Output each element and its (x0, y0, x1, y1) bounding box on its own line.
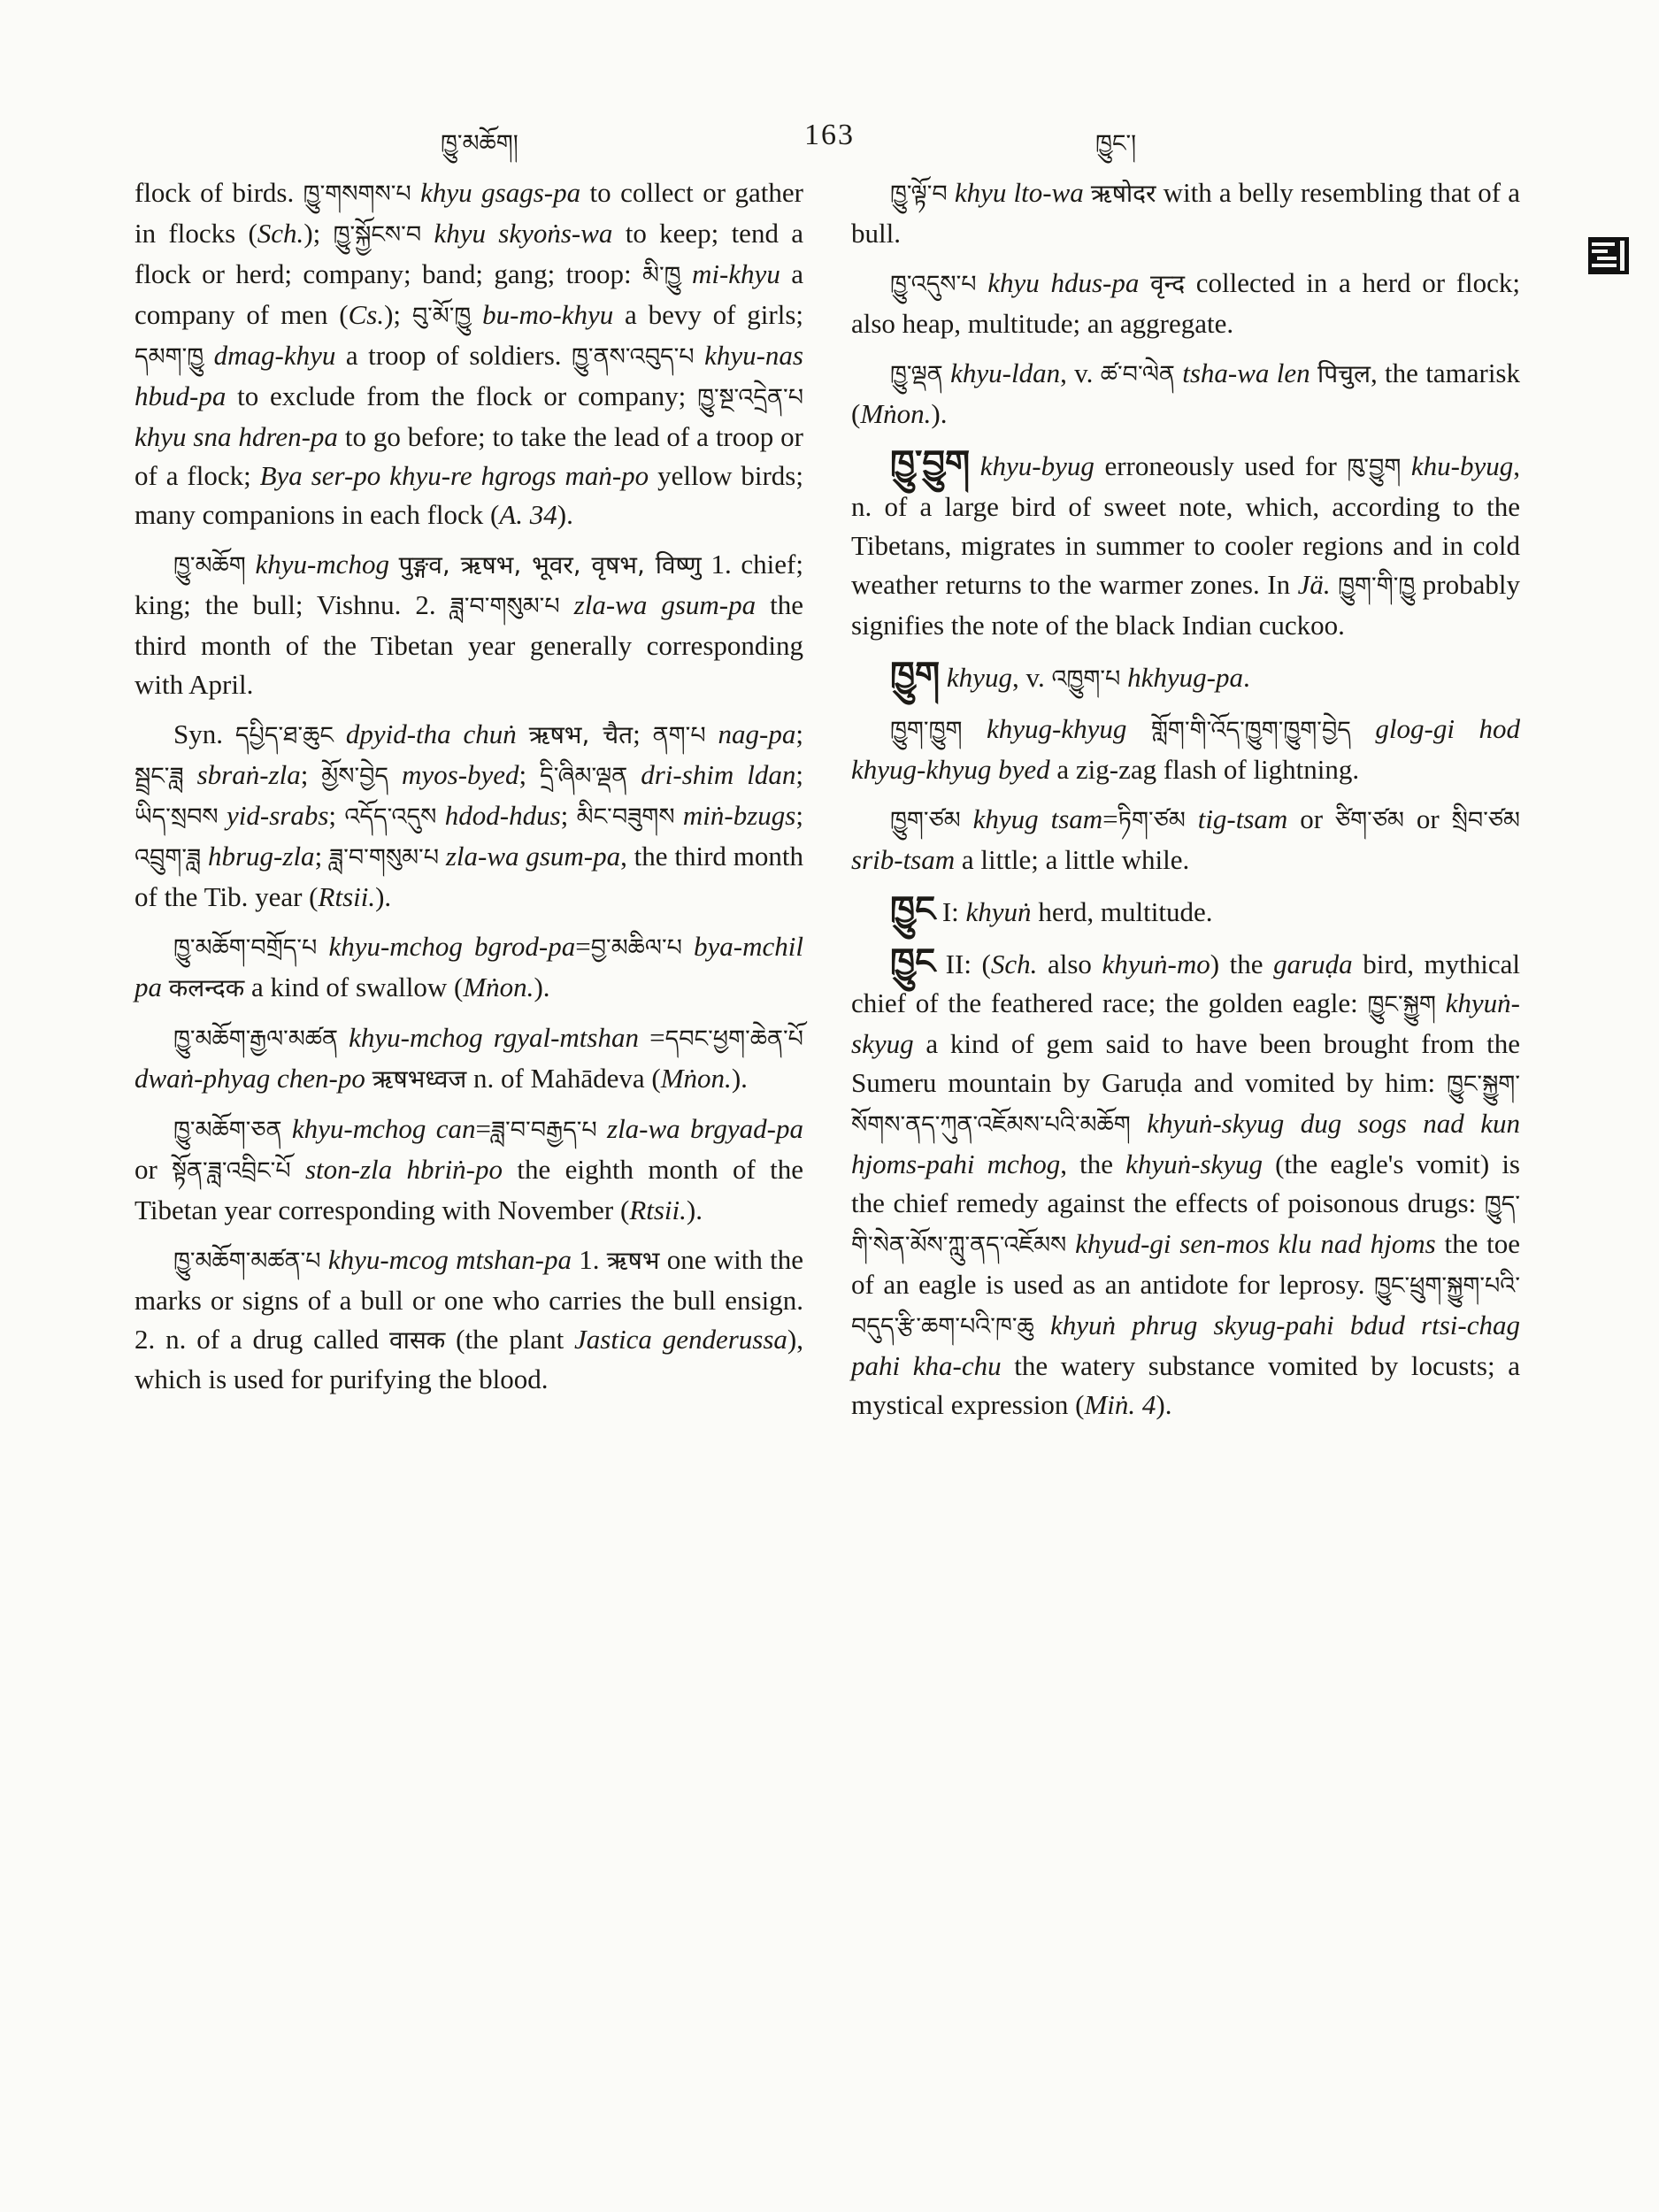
tibetan-text: ཟླ་བ་གསུམ་པ (449, 593, 560, 620)
definition-text: or (1287, 803, 1335, 834)
definition-text: ). (731, 1063, 748, 1094)
definition-text: the watery substance vomited by locusts; a mystical expression ( (851, 1350, 1520, 1420)
tibetan-text: ཁྱུ་ལྟོ་བ (890, 180, 948, 208)
romanization-text: khyu gsags-pa (411, 177, 581, 208)
romanization-text: garuḍa (1273, 949, 1353, 979)
romanization-text: khyuṅ-skyug dug sogs nad kun hjoms-pahi mchog (851, 1108, 1520, 1179)
tibetan-text: ཡིད་སྲབས (134, 803, 219, 831)
romanization-text: yid-srabs (218, 800, 329, 831)
definition-text: ; (633, 718, 653, 749)
romanization-text: khyuṅ (965, 896, 1032, 927)
definition-text: ), which is used for purifying the blood. (134, 1324, 803, 1394)
dictionary-entry (851, 354, 1520, 434)
tibetan-text: དྲི་ཞིམ་ལྡན (540, 763, 628, 790)
dictionary-entry (134, 173, 803, 534)
dictionary-entry (851, 800, 1520, 879)
definition-text: , n. of a large bird of sweet note, which, according to the Tibetans, migrates in summer to cooler regions and in cold weather returns to the warmer zones. In (851, 450, 1521, 600)
definition-text: a company of men ( (134, 258, 803, 330)
definition-text: = (1102, 803, 1118, 834)
definition-text: collected in a herd or flock; also heap, multitude; an aggregate. (851, 267, 1521, 339)
definition-text: with a belly resembling that of a bull. (851, 177, 1520, 249)
devanagari-text: वृन्द (1150, 269, 1186, 298)
romanization-text: khyuṅ-skyug (1125, 1148, 1263, 1179)
romanization-text: hdod-hdus (436, 800, 561, 831)
definition-text: II: ( (935, 949, 991, 979)
romanization-text: khyu lto-wa (947, 177, 1091, 208)
definition-text: I: (935, 896, 966, 927)
romanization-text: Jastica genderussa (574, 1324, 787, 1355)
definition-text: or (1403, 803, 1452, 834)
romanization-text: khyuṅ-skyug (851, 987, 1520, 1059)
romanization-text: hkhyug-pa (1120, 662, 1243, 693)
romanization-text: khyu-mchog bgrod-pa (317, 931, 576, 962)
definition-text: ; (300, 759, 322, 790)
tibetan-text: བྱ་མཆིལ་པ (590, 934, 682, 962)
tibetan-text: ཟླ་བ་གསུམ་པ (329, 844, 439, 872)
definition-text: probably signifies the note of the black Indian cuckoo. (851, 569, 1520, 641)
definition-text: , v. (1060, 357, 1101, 388)
definition-text (1331, 569, 1339, 600)
romanization-text: zla-wa brgyad-pa (596, 1113, 803, 1144)
tibetan-text: དམག་ཁྱུ (134, 343, 204, 371)
tibetan-text: གློག་གི་འོད་ཁྱུག་ཁྱུག་བྱེད (1150, 717, 1351, 744)
romanization-text: Cs. (348, 299, 385, 330)
tibetan-text: མི་ཁྱུ (642, 262, 681, 289)
romanization-text: Rtsii. (318, 881, 376, 912)
tibetan-headword: ཁྱུང (890, 889, 936, 930)
definition-text: ; (314, 841, 330, 872)
tibetan-text: ཁྱུང་སྐྱུག་སོགས་ནད་ཀུན་འཇོམས་པའི་མཆོག (851, 1071, 1520, 1139)
definition-text: the eighth month of the Tibetan year corresponding with November ( (134, 1154, 804, 1225)
romanization-text: sbraṅ-zla (183, 759, 301, 790)
romanization-text: Mṅon. (463, 972, 534, 1002)
running-head (0, 111, 1659, 156)
definition-text: to exclude from the flock or company; (226, 380, 698, 411)
dictionary-entry (851, 942, 1520, 1425)
tibetan-text: ཁྱུང་སྐྱུག (1367, 991, 1436, 1018)
romanization-text: Bya ser-po khyu-re hgrogs maṅ-po (259, 460, 649, 491)
tibetan-headword: ཁྱུ་བྱུག (890, 443, 971, 484)
devanagari-text: ऋषभ, चैत (528, 720, 634, 749)
definition-text: , the (1060, 1148, 1126, 1179)
tibetan-text: མྱོས་བྱེད (321, 763, 389, 790)
romanization-text: hbrug-zla (201, 841, 315, 872)
definition-text: yellow birds; many companions in each flock ( (134, 460, 803, 530)
tibetan-text: སྦྲང་ཟླ (134, 763, 184, 790)
dictionary-entry (134, 1240, 803, 1399)
dictionary-entry (851, 890, 1520, 932)
column-right (851, 173, 1520, 1435)
definition-text: , the third month of the Tib. year ( (134, 841, 803, 912)
tibetan-text: ཁྱུག་ཙམ (890, 807, 961, 834)
definition-text: a kind of gem said to have been brought from the Sumeru mountain by Garuḍa and vomited by him: (851, 1028, 1520, 1098)
romanization-text: khyud-gi sen-mos klu nad hjoms (1066, 1228, 1436, 1259)
tibetan-text: ཁྱུ་ནས་འབུད་པ (572, 343, 695, 371)
dictionary-entry (851, 710, 1520, 789)
definition-text: to keep; tend a flock or herd; company; band; gang; troop: (134, 218, 803, 289)
devanagari-text: पुङ्गव, ऋषभ, भूवर, वृषभ, विष्णु (398, 550, 702, 580)
romanization-text: Mṅon. (660, 1063, 732, 1094)
romanization-text: zla-wa gsum-pa (439, 841, 621, 872)
romanization-text: khyu-mcog mtshan-pa (320, 1244, 572, 1275)
definition-text: the third month of the Tibetan year generally corresponding with April. (134, 589, 804, 700)
tibetan-headword: ཁྱུག (890, 655, 941, 695)
romanization-text: khyuṅ-mo (1102, 949, 1210, 979)
definition-text: (the plant (445, 1324, 575, 1355)
definition-text: , the tamarisk ( (851, 357, 1520, 429)
tibetan-text: འབྲུག་ཟླ (134, 844, 202, 872)
romanization-text: khyu-mchog rgyal-mtshan (338, 1022, 639, 1053)
definition-text: Syn. (173, 718, 235, 749)
romanization-text: zla-wa gsum-pa (559, 589, 757, 620)
tibetan-text: བུ་མོ་ཁྱུ (411, 303, 472, 330)
definition-text: ). (931, 398, 948, 429)
romanization-text: ston-zla hbriṅ-po (290, 1154, 503, 1185)
dictionary-entry (134, 715, 803, 917)
dictionary-entry (851, 656, 1520, 699)
tibetan-text: ཚ་བ་ལེན (1100, 361, 1175, 388)
romanization-text: Mṅon. (860, 398, 932, 429)
definition-text: = (638, 1022, 665, 1053)
romanization-text: bu-mo-khyu (471, 299, 614, 330)
definition-text: a troop of soldiers. (335, 340, 572, 371)
devanagari-text: पिचुल (1317, 359, 1371, 388)
left-guide-word: ཁྱུ་མཆོག། (441, 130, 518, 157)
tibetan-text: ཁྱུ་མཆོག་བགྲོད་པ (173, 934, 318, 962)
right-guide-word: ཁྱུང་། (1095, 130, 1137, 157)
definition-text: ). (534, 972, 550, 1002)
dictionary-entry (134, 1110, 803, 1230)
devanagari-text: वासक (389, 1325, 446, 1355)
definition-text: bird, mythical chief of the feathered race; the golden eagle: (851, 949, 1520, 1018)
tibetan-text: ཁྱུ་སྐྱོངས་བ (333, 221, 422, 249)
devanagari-text: ऋषभ (606, 1246, 660, 1275)
definition-text (1310, 357, 1317, 388)
tibetan-text: དབང་ཕྱག་ཆེན་པོ (664, 1025, 803, 1053)
romanization-text: Sch. (257, 218, 304, 249)
definition-text: erroneously used for (1094, 450, 1348, 481)
romanization-text: khyu-byug (970, 450, 1094, 481)
definition-text: , v. (1011, 662, 1052, 693)
dictionary-entry (851, 444, 1520, 645)
definition-text: a kind of swallow ( (244, 972, 464, 1002)
definition-text: flock of birds. (134, 177, 303, 208)
dictionary-entry (134, 1018, 803, 1099)
definition-text: (the eagle's vomit) is the chief remedy against the effects of poisonous drugs: (851, 1148, 1520, 1218)
romanization-text: khyug tsam (960, 803, 1103, 834)
definition-text: ). (686, 1194, 703, 1225)
tibetan-text: ཁྱུ་གསགས་པ (303, 180, 411, 208)
column-left (134, 173, 803, 1409)
definition-text: 1. chief; king; the bull; Vishnu. 2. (134, 549, 803, 620)
romanization-text: dpyid-tha chuṅ (333, 718, 529, 749)
tibetan-text: ཁྱུ་མཆོག (173, 552, 246, 580)
definition-text: ); (384, 299, 412, 330)
definition-text: ; (560, 800, 577, 831)
definition-text: = (475, 1113, 491, 1144)
dictionary-entry (851, 264, 1520, 343)
tibetan-text: ཁྱུ་མཆོག་ཅན (173, 1117, 282, 1144)
romanization-text: bya-mchil pa (134, 931, 803, 1002)
romanization-text: myos-byed (388, 759, 519, 790)
romanization-text: nag-pa (705, 718, 796, 749)
devanagari-text: ऋषभध्वज (372, 1064, 467, 1094)
dictionary-entry (851, 173, 1520, 253)
definition-text: a zig-zag flash of lightning. (1049, 754, 1360, 785)
page-number: 163 (804, 119, 855, 151)
romanization-text: khyug-khyug (962, 713, 1151, 744)
romanization-text: khyu-nas hbud-pa (134, 340, 803, 411)
definition-text: one with the marks or signs of a bull or one who carries the bull ensign. 2. n. of a drug called (134, 1244, 803, 1355)
definition-text: 1. (571, 1244, 607, 1275)
tibetan-text: ཁྱུ་སྔ་འདྲེན་པ (697, 384, 803, 411)
tibetan-text: ཁྱུ་འདུས་པ (890, 271, 977, 298)
tibetan-text: ཁུ་བྱུག (1347, 454, 1402, 481)
tibetan-headword: ཁྱུང (890, 941, 936, 982)
romanization-text: khyu hdus-pa (976, 267, 1150, 298)
definition-text: the toe of an eagle is used as an antidote for leprosy. (851, 1228, 1520, 1300)
romanization-text: khyu-mchog (245, 549, 399, 580)
romanization-text: khyu-ldan (942, 357, 1061, 388)
definition-text: ). (375, 881, 392, 912)
romanization-text: miṅ-bzugs (674, 800, 796, 831)
definition-text: ). (557, 499, 573, 530)
definition-text: to go before; to take the lead of a troop or of a flock; (134, 421, 803, 491)
tibetan-text: འདོད་འདུས (344, 803, 437, 831)
definition-text: or (134, 1154, 173, 1185)
tibetan-text: དཔྱིད་ཐ་ཆུང (234, 722, 334, 749)
definition-text: n. of Mahādeva ( (466, 1063, 661, 1094)
tibetan-text: ཏིག་ཙམ (1118, 807, 1186, 834)
dictionary-entry (134, 927, 803, 1008)
definition-text: a little; a little while. (955, 844, 1190, 875)
definition-text: . (1242, 662, 1250, 693)
definition-text: ; (795, 718, 803, 749)
definition-text: ; (795, 800, 803, 831)
romanization-text: Rtsii. (629, 1194, 687, 1225)
tibetan-text: སྟོན་ཟླ་འབྲིང་པོ (172, 1157, 291, 1185)
romanization-text: khu-byug (1401, 450, 1514, 481)
tibetan-text: སྲིབ་ཙམ (1451, 807, 1520, 834)
definition-text: ; (795, 759, 803, 790)
romanization-text: khyu sna hdren-pa (134, 421, 338, 452)
romanization-text: tsha-wa len (1174, 357, 1310, 388)
devanagari-text: कलन्दक (168, 973, 245, 1002)
romanization-text: dri-shim ldan (627, 759, 796, 790)
tibetan-text: ནག་པ (652, 722, 706, 749)
tibetan-text: ཁྱུང་ཕྲུག་སྐྱུག་པའི་བདུད་རྩི་ཆག་པའི་ཁ་ཆུ (851, 1272, 1520, 1340)
tibetan-text: མིང་བཟུགས (576, 803, 675, 831)
tibetan-text: ཁྱུག་ཁྱུག (890, 717, 963, 744)
romanization-text: Miṅ. 4 (1084, 1389, 1156, 1420)
romanization-text: tig-tsam (1185, 803, 1288, 834)
thumb-index-icon (1588, 237, 1629, 274)
tibetan-text: ཙིག་ཙམ (1335, 807, 1404, 834)
definition-text: ; (328, 800, 345, 831)
romanization-text: A. 34 (499, 499, 557, 530)
romanization-text: Jä. (1297, 569, 1331, 600)
romanization-text: khyuṅ phrug skyug-pahi bdud rtsi-chag pahi kha-chu (851, 1310, 1520, 1381)
romanization-text: khyu-mchog can (281, 1113, 476, 1144)
romanization-text: dwaṅ-phyag chen-po (134, 1063, 373, 1094)
romanization-text: srib-tsam (851, 844, 956, 875)
romanization-text: dmag-khyu (204, 340, 336, 371)
definition-text: ); (303, 218, 334, 249)
romanization-text: Sch. (990, 949, 1038, 979)
romanization-text: glog-gi hod khyug-khyug byed (851, 713, 1520, 785)
definition-text: a bevy of girls; (613, 299, 803, 330)
tibetan-text: ཁྱུ་ལྡན (890, 361, 943, 388)
definition-text: ) the (1210, 949, 1274, 979)
tibetan-text: ཟླ་བ་བརྒྱད་པ (490, 1117, 597, 1144)
definition-text: ). (1156, 1389, 1172, 1420)
definition-text: ; (518, 759, 541, 790)
tibetan-text: ཁྱུད་གི་སེན་མོས་ཀླུ་ནད་འཇོམས (851, 1191, 1520, 1259)
devanagari-text: ऋषोदर (1090, 179, 1156, 208)
definition-text: to collect or gather in flocks ( (134, 177, 803, 249)
definition-text: herd, multitude. (1031, 896, 1213, 927)
romanization-text: mi-khyu (680, 258, 780, 289)
romanization-text: khyug (940, 662, 1012, 693)
tibetan-text: ཁྱུ་མཆོག་མཚན་པ (173, 1248, 321, 1275)
tibetan-text: ཁྱུག་གི་ཁྱུ (1338, 572, 1416, 600)
tibetan-text: འཁྱུག་པ (1051, 665, 1121, 693)
definition-text: also (1037, 949, 1102, 979)
romanization-text: khyu skyoṅs-wa (421, 218, 613, 249)
dictionary-entry (134, 545, 803, 704)
tibetan-text: ཁྱུ་མཆོག་རྒྱལ་མཚན (173, 1025, 339, 1053)
definition-text: = (575, 931, 591, 962)
